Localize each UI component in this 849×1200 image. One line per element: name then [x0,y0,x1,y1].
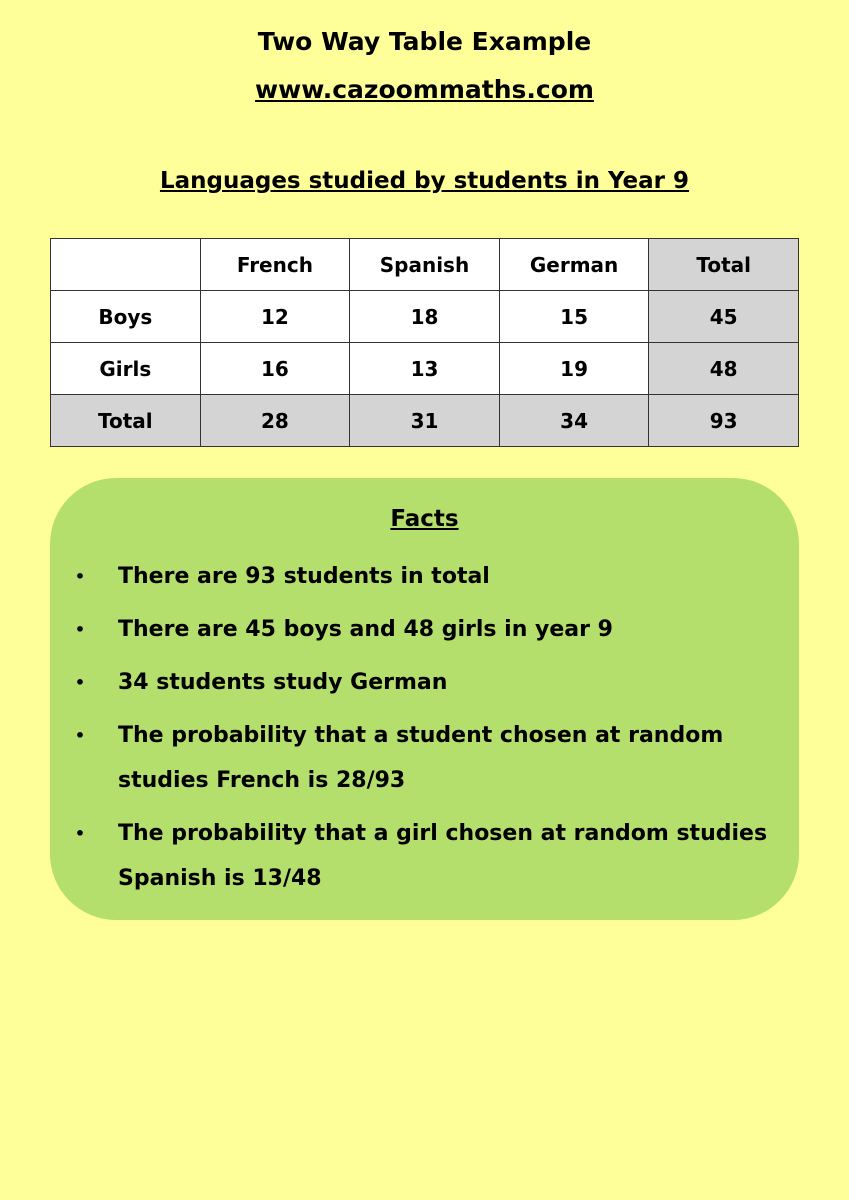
fact-item [50,811,799,901]
facts-panel [50,478,799,920]
table-row-boys [51,291,799,343]
fact-item [50,607,799,652]
cell-boys-spanish: 18 [350,291,500,343]
bullet-icon: • [74,726,86,745]
bullet-icon: • [74,824,86,843]
fact-text: There are 45 boys and 48 girls in year 9 [118,617,613,642]
row-label-boys: Boys [51,291,201,343]
cell-boys-french: 12 [200,291,350,343]
fact-item [50,660,799,705]
fact-item [50,713,799,803]
table-header-row [51,239,799,291]
cell-girls-total: 48 [649,343,799,395]
page-title: Two Way Table Example [257,27,592,56]
fact-text: There are 93 students in total [118,564,490,589]
facts-list [50,554,799,909]
cell-girls-french: 16 [200,343,350,395]
cell-boys-total: 45 [649,291,799,343]
header-cell-spanish: Spanish [350,239,500,291]
fact-text: The probability that a girl chosen at random studies Spanish is 13/48 [118,821,768,891]
header-cell-empty [51,239,201,291]
cell-total-french: 28 [200,395,350,447]
facts-heading: Facts [390,506,459,532]
table-row-girls [51,343,799,395]
cell-girls-german: 19 [499,343,649,395]
cell-boys-german: 15 [499,291,649,343]
fact-item [50,554,799,599]
cell-total-spanish: 31 [350,395,500,447]
fact-text: The probability that a student chosen at random studies French is 28/93 [118,723,724,793]
bullet-icon: • [74,620,86,639]
two-way-table [50,238,799,447]
bullet-icon: • [74,673,86,692]
header-cell-total: Total [649,239,799,291]
cell-grand-total: 93 [649,395,799,447]
bullet-icon: • [74,567,86,586]
website-link[interactable]: www.cazoommaths.com [255,75,594,104]
cell-girls-spanish: 13 [350,343,500,395]
header-cell-french: French [200,239,350,291]
header-cell-german: German [499,239,649,291]
row-label-girls: Girls [51,343,201,395]
row-label-total: Total [51,395,201,447]
fact-text: 34 students study German [118,670,448,695]
cell-total-german: 34 [499,395,649,447]
table-row-total [51,395,799,447]
table-title: Languages studied by students in Year 9 [159,168,690,194]
